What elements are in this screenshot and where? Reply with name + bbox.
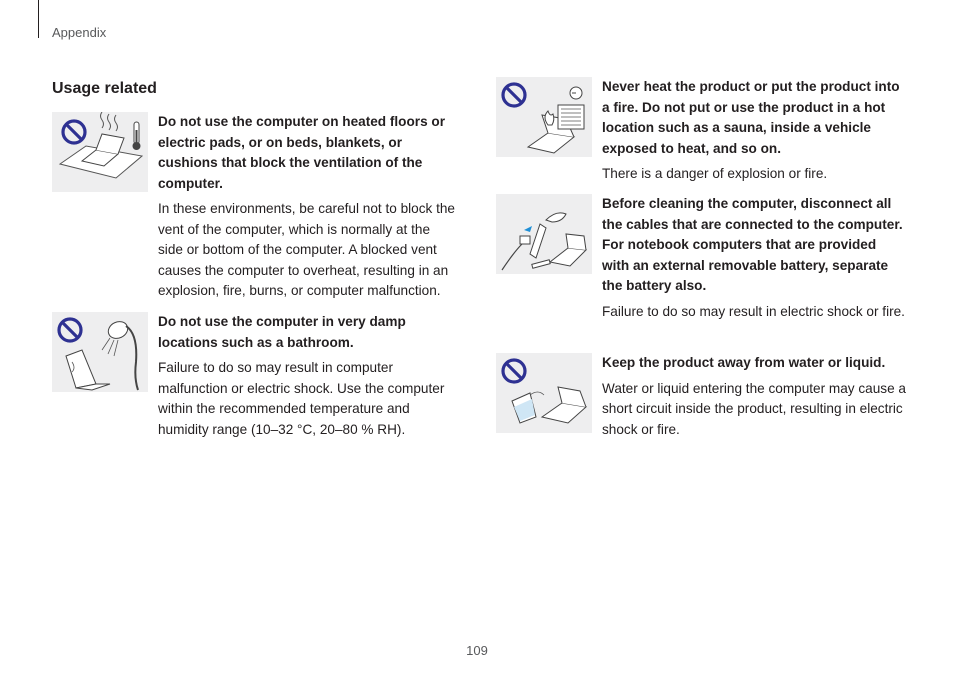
no-symbol-icon [503, 84, 525, 106]
water-glass-icon [512, 393, 536, 423]
laptop-near-water-icon [496, 353, 592, 433]
shower-head-icon [102, 319, 138, 390]
thermometer-icon [133, 122, 141, 150]
warning-body: Water or liquid entering the computer may cause a short circuit inside the product, resulting in electric shock or fire. [602, 380, 906, 437]
heat-source-illustration [496, 77, 592, 157]
no-symbol-icon [503, 360, 525, 382]
bathroom-illustration [52, 312, 148, 392]
no-symbol-icon [63, 121, 85, 143]
unplug-before-cleaning-icon [496, 194, 592, 274]
warning-lead: Do not use the computer on heated floors or electric pads, or on beds, blankets, or cushions that block the ventilation of the computer. [158, 114, 445, 191]
laptop-on-heated-pad-icon [52, 112, 148, 192]
section-heading: Usage related [52, 80, 157, 97]
warning-body: There is a danger of explosion or fire. [602, 166, 828, 181]
warning-lead: Before cleaning the computer, disconnect all the cables that are connected to the computer. For notebook computers that are provided with an external removable battery, separate the battery also. [602, 196, 903, 293]
water-spill-illustration [496, 353, 592, 433]
no-symbol-icon [59, 319, 81, 341]
unplug-cables-illustration [496, 194, 592, 274]
laptop-in-bathroom-icon [52, 312, 148, 392]
margin-rule [38, 0, 39, 38]
warning-lead: Do not use the computer in very damp locations such as a bathroom. [158, 314, 406, 350]
warning-body: Failure to do so may result in electric shock or fire. [602, 303, 905, 319]
warning-body: Failure to do so may result in computer malfunction or electric shock. Use the computer within the recommended temperature and humidity range (10–32 °C, 20–80 % RH). [158, 360, 445, 437]
warning-lead: Keep the product away from water or liquid. [602, 355, 886, 370]
heated-floor-illustration [52, 112, 148, 192]
laptop-near-heater-icon [496, 77, 592, 157]
warning-lead: Never heat the product or put the product into a fire. Do not put or use the product in a hot location such as a sauna, inside a vehicle exposed to heat, and so on. [602, 79, 900, 156]
flame-icon [545, 111, 554, 125]
section-label: Appendix [52, 25, 107, 40]
power-plug-icon [502, 236, 530, 270]
warning-body: In these environments, be careful not to block the vent of the computer, which is normally at the side or bottom of the computer. A blocked vent causes the computer to overheat, resulting in an explosion, fire, burns, or computer malfunction. [158, 201, 455, 298]
page-number: 109 [466, 643, 488, 658]
